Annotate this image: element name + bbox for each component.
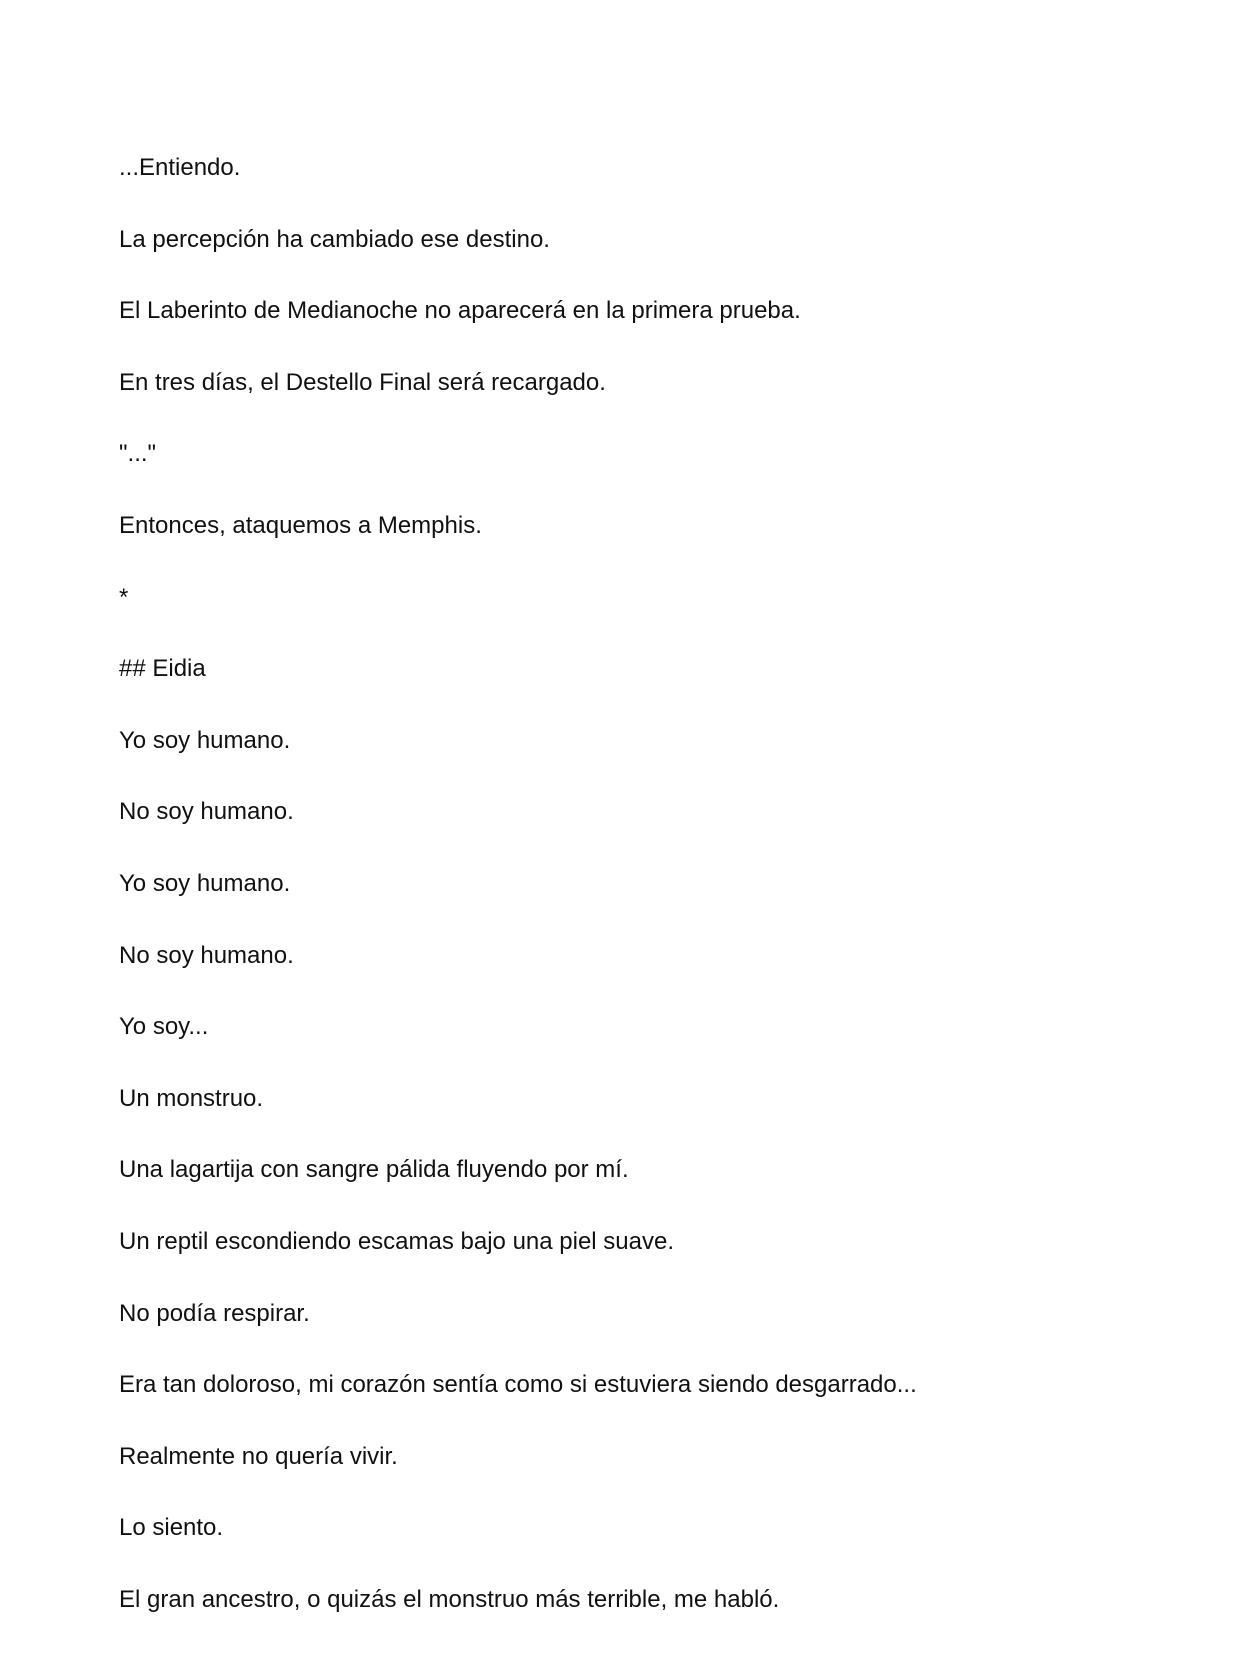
paragraph: El gran ancestro, o quizás el monstruo más terrible, me habló. [119, 1585, 780, 1613]
paragraph: Yo soy humano. [119, 726, 291, 754]
paragraph: Yo soy... [119, 1013, 209, 1041]
paragraph: ...Entiendo. [119, 154, 241, 181]
paragraph: No soy humano. [119, 798, 294, 826]
paragraph: Lo siento. [119, 1514, 224, 1542]
document-body [119, 152, 1159, 1655]
paragraph: Entonces, ataquemos a Memphis. [119, 511, 482, 539]
paragraph: Realmente no quería vivir. [119, 1442, 398, 1470]
paragraph: No podía respirar. [119, 1299, 310, 1327]
scene-break: * [119, 583, 129, 611]
paragraph: El Laberinto de Medianoche no aparecerá en la primera prueba. [119, 297, 801, 325]
paragraph: "..." [119, 440, 157, 468]
paragraph: No soy humano. [119, 941, 294, 969]
paragraph: Una lagartija con sangre pálida fluyendo por mí. [119, 1156, 629, 1184]
paragraph: Un reptil escondiendo escamas bajo una piel suave. [119, 1227, 675, 1255]
paragraph: Un monstruo. [119, 1084, 264, 1112]
section-heading: ## Eidia [119, 655, 206, 683]
paragraph: La percepción ha cambiado ese destino. [119, 225, 550, 253]
paragraph: Yo soy humano. [119, 869, 291, 897]
paragraph: Era tan doloroso, mi corazón sentía como si estuviera siendo desgarrado... [119, 1371, 917, 1399]
paragraph: En tres días, el Destello Final será recargado. [119, 368, 606, 396]
